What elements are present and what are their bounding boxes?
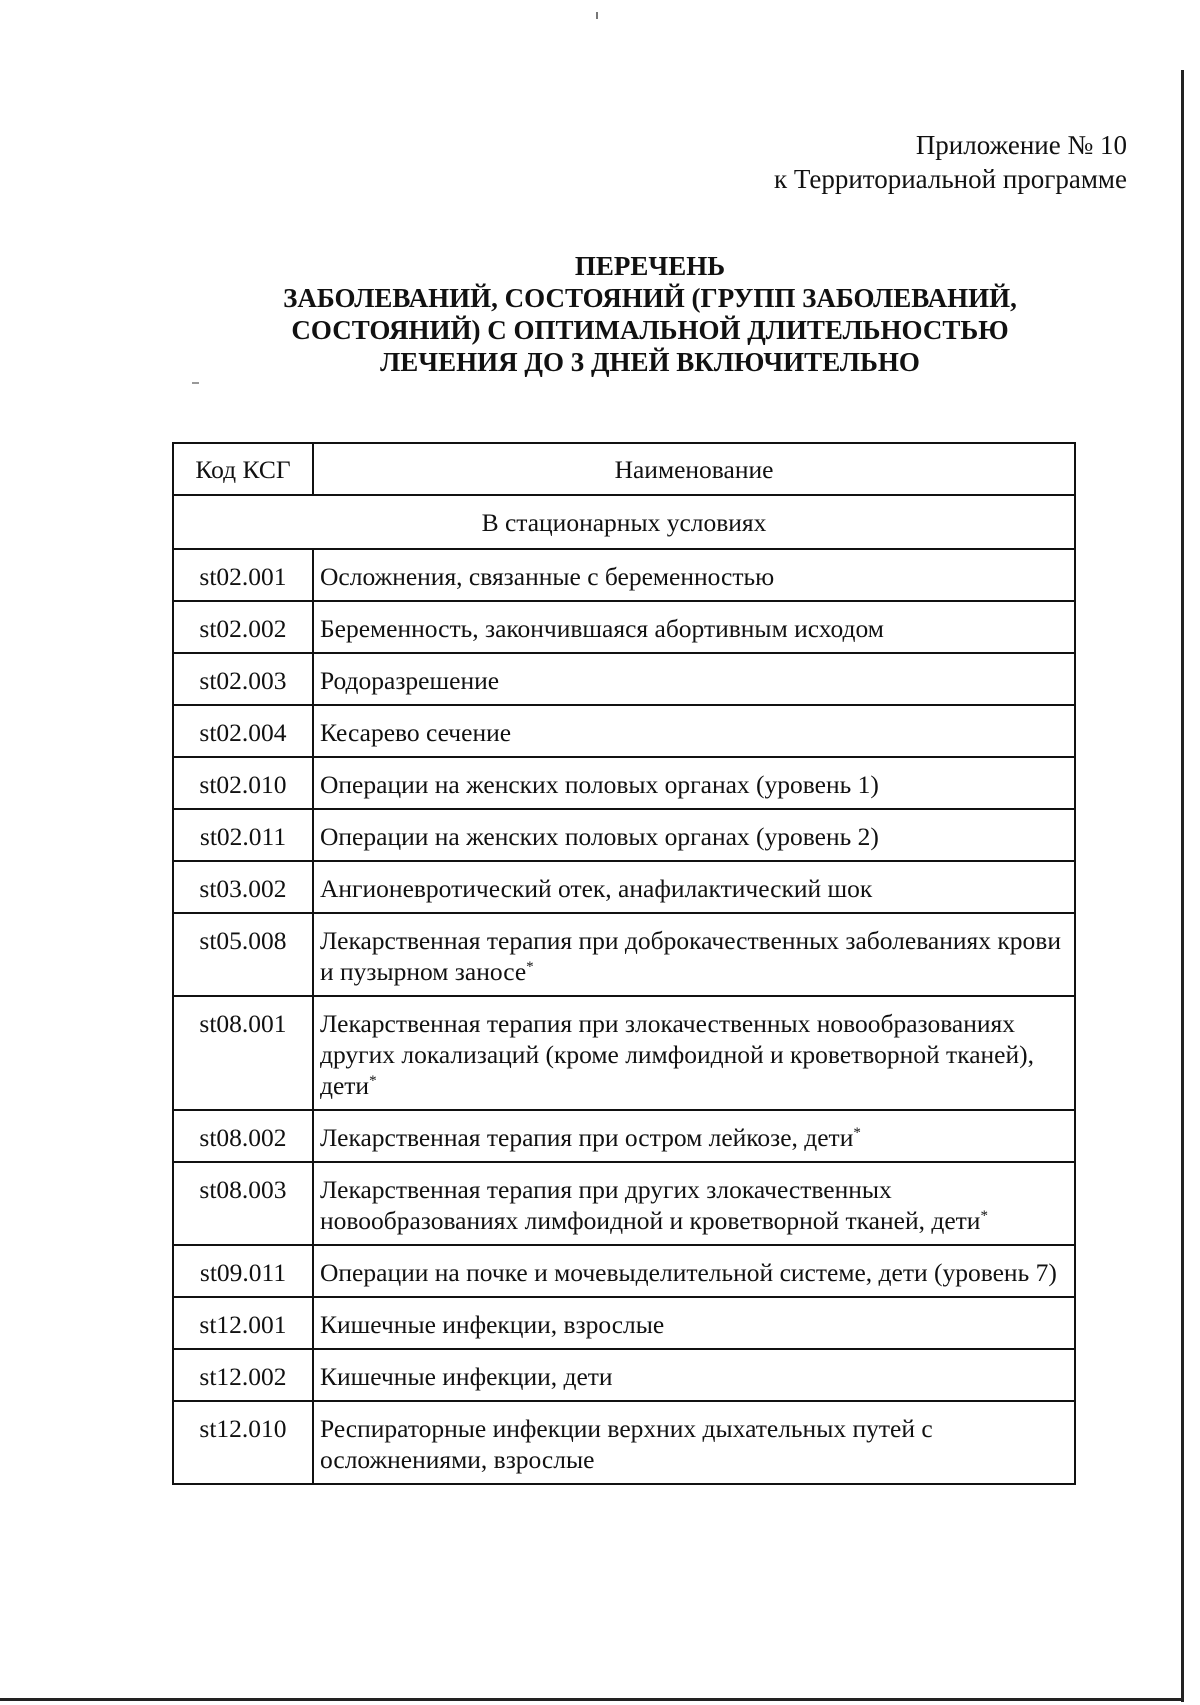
table-row <box>173 1297 1075 1349</box>
ksg-name-cell <box>313 601 1075 653</box>
ksg-name-cell <box>313 1297 1075 1349</box>
table-row <box>173 809 1075 861</box>
table-row <box>173 1349 1075 1401</box>
ksg-code: st12.002 <box>173 1349 313 1401</box>
ksg-name-cell <box>313 996 1075 1110</box>
ksg-name: Лекарственная терапия при доброкачественных заболеваниях крови и пузырном заносе <box>320 926 1061 986</box>
title-line-1: ПЕРЕЧЕНЬ <box>574 251 726 281</box>
ksg-name-cell <box>313 1162 1075 1245</box>
ksg-name-cell <box>313 809 1075 861</box>
ksg-code: st05.008 <box>173 913 313 996</box>
ksg-name-cell <box>313 653 1075 705</box>
section-row <box>173 495 1075 549</box>
table-row <box>173 653 1075 705</box>
ksg-name-cell <box>313 705 1075 757</box>
ksg-name: Лекарственная терапия при остром лейкозе, дети <box>320 1123 854 1152</box>
appendix-program: к Территориальной программе <box>774 164 1127 194</box>
ksg-name: Лекарственная терапия при других злокачественных новообразованиях лимфоидной и кроветворной тканей, дети <box>320 1175 981 1235</box>
appendix-note <box>774 128 1127 196</box>
ksg-name-cell <box>313 549 1075 601</box>
footnote-marker: * <box>526 959 534 975</box>
scan-speck <box>192 382 199 384</box>
ksg-name-cell <box>313 861 1075 913</box>
ksg-name: Родоразрешение <box>320 666 500 695</box>
header-name: Наименование <box>313 443 1075 495</box>
ksg-name: Операции на почке и мочевыделительной системе, дети (уровень 7) <box>320 1258 1057 1287</box>
ksg-code: st08.001 <box>173 996 313 1110</box>
table-row <box>173 1110 1075 1162</box>
ksg-name: Операции на женских половых органах (уровень 1) <box>320 770 879 799</box>
table-row <box>173 996 1075 1110</box>
scan-edge-bottom <box>0 1698 1184 1701</box>
header-code: Код КСГ <box>173 443 313 495</box>
ksg-name: Лекарственная терапия при злокачественных новообразованиях других локализаций (кроме лимфоидной и кроветворной тканей), дети <box>320 1009 1034 1100</box>
ksg-name: Кесарево сечение <box>320 718 512 747</box>
ksg-name-cell <box>313 1401 1075 1484</box>
ksg-name: Кишечные инфекции, взрослые <box>320 1310 665 1339</box>
table-row <box>173 913 1075 996</box>
scan-speck <box>596 12 598 19</box>
scan-edge-right <box>1181 70 1184 1702</box>
ksg-name: Беременность, закончившаяся абортивным исходом <box>320 614 884 643</box>
ksg-name: Операции на женских половых органах (уровень 2) <box>320 822 879 851</box>
document-title <box>200 250 1100 378</box>
section-label: В стационарных условиях <box>173 495 1075 549</box>
ksg-name: Кишечные инфекции, дети <box>320 1362 613 1391</box>
ksg-name-cell <box>313 913 1075 996</box>
table-row <box>173 1245 1075 1297</box>
ksg-code: st12.001 <box>173 1297 313 1349</box>
ksg-code: st08.002 <box>173 1110 313 1162</box>
footnote-marker: * <box>853 1125 861 1141</box>
title-line-3: СОСТОЯНИЙ) С ОПТИМАЛЬНОЙ ДЛИТЕЛЬНОСТЬЮ <box>291 315 1009 345</box>
ksg-code: st09.011 <box>173 1245 313 1297</box>
ksg-name-cell <box>313 1349 1075 1401</box>
table-row <box>173 861 1075 913</box>
table-row <box>173 705 1075 757</box>
ksg-name-cell <box>313 1245 1075 1297</box>
title-line-2: ЗАБОЛЕВАНИЙ, СОСТОЯНИЙ (ГРУПП ЗАБОЛЕВАНИЙ, <box>283 283 1017 313</box>
table-row <box>173 1162 1075 1245</box>
footnote-marker: * <box>980 1208 988 1224</box>
table-header-row <box>173 443 1075 495</box>
ksg-name-cell <box>313 1110 1075 1162</box>
ksg-code: st12.010 <box>173 1401 313 1484</box>
ksg-table <box>172 442 1076 1485</box>
ksg-code: st02.001 <box>173 549 313 601</box>
table-row <box>173 757 1075 809</box>
table-row <box>173 1401 1075 1484</box>
ksg-code: st02.002 <box>173 601 313 653</box>
appendix-number: Приложение № 10 <box>915 130 1127 160</box>
ksg-code: st03.002 <box>173 861 313 913</box>
ksg-code: st08.003 <box>173 1162 313 1245</box>
ksg-name: Респираторные инфекции верхних дыхательных путей с осложнениями, взрослые <box>320 1414 933 1474</box>
ksg-code: st02.004 <box>173 705 313 757</box>
title-line-4: ЛЕЧЕНИЯ ДО 3 ДНЕЙ ВКЛЮЧИТЕЛЬНО <box>380 347 920 377</box>
footnote-marker: * <box>369 1073 377 1089</box>
table-row <box>173 601 1075 653</box>
ksg-code: st02.011 <box>173 809 313 861</box>
ksg-code: st02.003 <box>173 653 313 705</box>
table-row <box>173 549 1075 601</box>
ksg-name: Ангионевротический отек, анафилактический шок <box>320 874 873 903</box>
ksg-name-cell <box>313 757 1075 809</box>
ksg-name: Осложнения, связанные с беременностью <box>320 562 775 591</box>
ksg-code: st02.010 <box>173 757 313 809</box>
